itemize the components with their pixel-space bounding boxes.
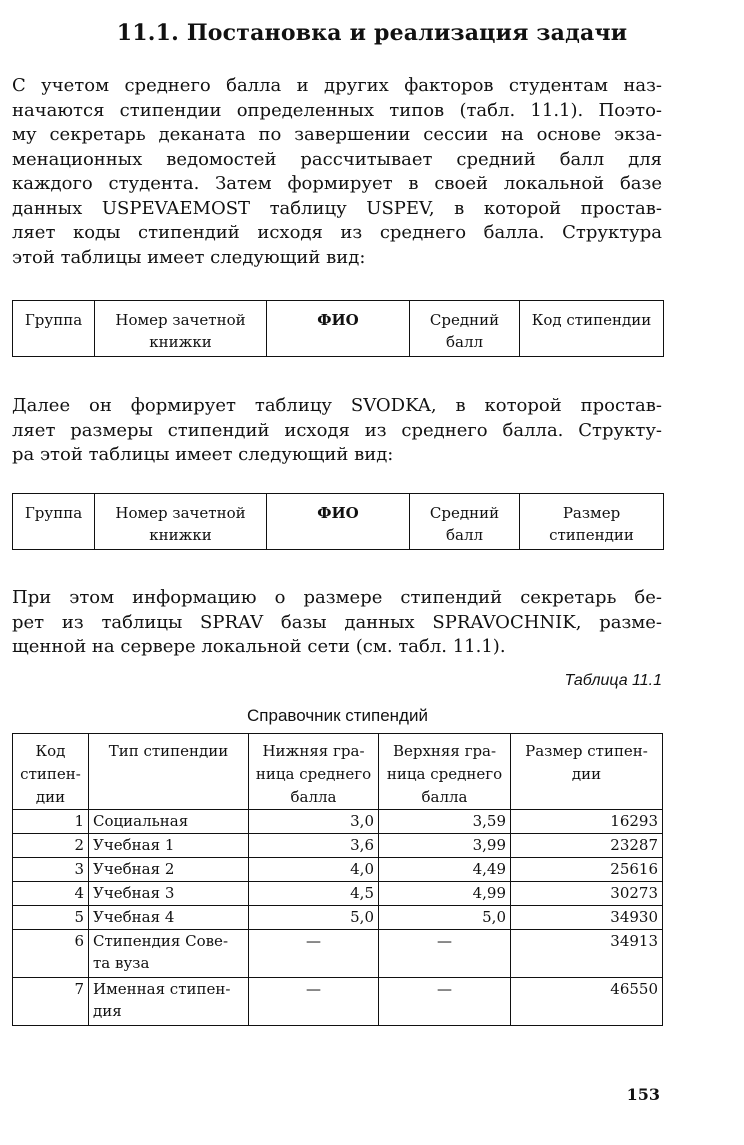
amount-cell: 25616 (511, 858, 663, 882)
text-line: му секретарь деканата по завершении сессии на основе экза- (12, 124, 662, 145)
text-line: ляет коды стипендий исходя из среднего балла. Структура (12, 222, 662, 243)
text-line: данных USPEVAEMOST таблицу USPEV, в которой простав- (12, 197, 662, 219)
text-line: При этом информацию о размере стипендий секретарь бе- (12, 587, 662, 608)
table-row (13, 906, 663, 930)
table-title: Справочник стипендий (247, 706, 428, 725)
header-cell: Код стипендии (520, 301, 664, 357)
amount-cell: 34930 (511, 906, 663, 930)
amount-cell: 30273 (511, 882, 663, 906)
paragraph-1 (12, 74, 662, 270)
header-cell: Номер зачетной книжки (95, 494, 267, 550)
code-cell: 2 (13, 834, 89, 858)
paragraph-2 (12, 394, 662, 468)
header-cell: Номер зачетной книжки (95, 301, 267, 357)
header-cell: ФИО (267, 301, 410, 357)
table-row (13, 882, 663, 906)
text-line: ра этой таблицы имеет следующий вид: (12, 444, 394, 465)
text-line: рет из таблицы SPRAV базы данных SPRAVOCHNIK, разме- (12, 611, 662, 633)
code-cell: 6 (13, 930, 89, 978)
type-cell: Социальная (89, 810, 249, 834)
text-line: ляет размеры стипендий исходя из среднего балла. Структу- (12, 419, 662, 441)
amount-cell: 23287 (511, 834, 663, 858)
text-line: менационных ведомостей рассчитывает средний балл для (12, 148, 662, 170)
svodka-structure-table (12, 493, 664, 550)
header-cell: Группа (13, 494, 95, 550)
low-bound-cell: 4,5 (249, 882, 379, 906)
low-bound-cell: 4,0 (249, 858, 379, 882)
header-cell: Средний балл (410, 301, 520, 357)
page-number: 153 (626, 1085, 660, 1104)
low-bound-cell: 3,0 (249, 810, 379, 834)
header-cell: Тип стипендии (89, 734, 249, 810)
scholarship-reference-table (12, 733, 663, 1026)
type-cell: Именная стипен-дия (89, 978, 249, 1026)
type-cell: Учебная 2 (89, 858, 249, 882)
type-cell: Стипендия Сове-та вуза (89, 930, 249, 978)
amount-cell: 16293 (511, 810, 663, 834)
header-cell: Код стипен-дии (13, 734, 89, 810)
type-cell: Учебная 1 (89, 834, 249, 858)
header-cell: Группа (13, 301, 95, 357)
text-line: С учетом среднего балла и других факторов студентам наз- (12, 75, 662, 96)
amount-cell: 46550 (511, 978, 663, 1026)
uspev-structure-table (12, 300, 664, 357)
code-cell: 7 (13, 978, 89, 1026)
code-cell: 3 (13, 858, 89, 882)
code-cell: 1 (13, 810, 89, 834)
table-row (13, 978, 663, 1026)
text-line: этой таблицы имеет следующий вид: (12, 246, 366, 268)
text-line: щенной на сервере локальной сети (см. табл. 11.1). (12, 636, 506, 657)
table-label: Таблица 11.1 (564, 672, 662, 689)
section-heading: 11.1. Постановка и реализация задачи (116, 20, 628, 46)
low-bound-cell: — (249, 978, 379, 1026)
high-bound-cell: 5,0 (379, 906, 511, 930)
high-bound-cell: 3,59 (379, 810, 511, 834)
high-bound-cell: — (379, 930, 511, 978)
header-cell: Размер стипендии (520, 494, 664, 550)
table-row (13, 858, 663, 882)
high-bound-cell: 4,99 (379, 882, 511, 906)
type-cell: Учебная 3 (89, 882, 249, 906)
type-cell: Учебная 4 (89, 906, 249, 930)
header-cell: Средний балл (410, 494, 520, 550)
high-bound-cell: — (379, 978, 511, 1026)
high-bound-cell: 4,49 (379, 858, 511, 882)
text-line: каждого студента. Затем формирует в своей локальной базе (12, 173, 662, 194)
header-cell: Верхняя гра-ница среднего балла (379, 734, 511, 810)
code-cell: 4 (13, 882, 89, 906)
low-bound-cell: — (249, 930, 379, 978)
paragraph-3 (12, 586, 662, 660)
high-bound-cell: 3,99 (379, 834, 511, 858)
table-row (13, 834, 663, 858)
code-cell: 5 (13, 906, 89, 930)
header-cell: ФИО (267, 494, 410, 550)
header-cell: Размер стипен-дии (511, 734, 663, 810)
text-line: Далее он формирует таблицу SVODKA, в которой простав- (12, 395, 662, 416)
low-bound-cell: 3,6 (249, 834, 379, 858)
amount-cell: 34913 (511, 930, 663, 978)
table-row (13, 930, 663, 978)
header-cell: Нижняя гра-ница среднего балла (249, 734, 379, 810)
low-bound-cell: 5,0 (249, 906, 379, 930)
table-row (13, 810, 663, 834)
text-line: начаются стипендии определенных типов (табл. 11.1). Поэто- (12, 99, 662, 121)
